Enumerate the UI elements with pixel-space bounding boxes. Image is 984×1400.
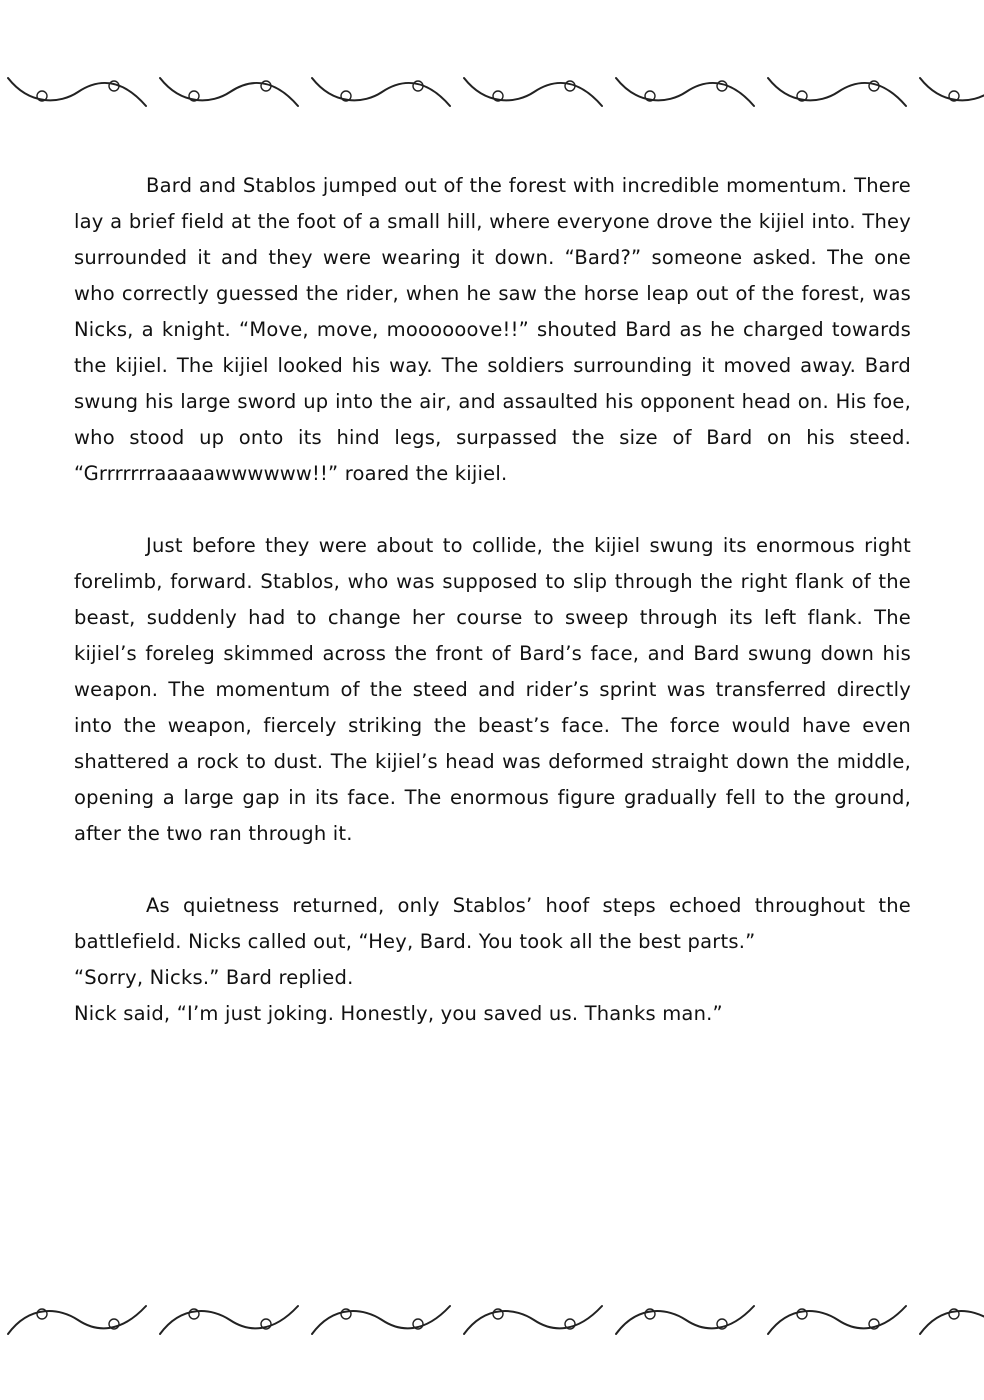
ornament-swirl (920, 1306, 984, 1334)
ornament-swirl (160, 78, 298, 106)
ornament-swirl (768, 1306, 906, 1334)
ornament-swirl (768, 78, 906, 106)
paragraph-2: Just before they were about to collide, the kijiel swung its enormous right forelimb, forward. Stablos, who was supposed to slip through the right flank of the beast, suddenly had to change her course to sweep through its left flank. The kijiel’s foreleg skimmed across the front of Bard’s face, and Bard swung down his weapon. The momentum of the steed and rider’s sprint was transferred directly into the weapon, fiercely striking the beast’s face. The force would have even shattered a rock to dust. The kijiel’s head was deformed straight down the middle, opening a large gap in its face. The enormous figure gradually fell to the ground, after the two ran through it. (74, 534, 911, 845)
top-decorative-border (0, 66, 984, 116)
ornament-swirl (8, 1306, 146, 1334)
paragraph-1: Bard and Stablos jumped out of the forest with incredible momentum. There lay a brief field at the foot of a small hill, where everyone drove the kijiel into. They surrounded it and they were wearing it down. “Bard?” someone asked. The one who correctly guessed the rider, when he saw the horse leap out of the forest, was Nicks, a knight. “Move, move, moooooove!!” shouted Bard as he charged towards the kijiel. The kijiel looked his way. The soldiers surrounding it moved away. Bard swung his large sword up into the air, and assaulted his opponent head on. His foe, who stood up onto its hind legs, surpassed the size of Bard on his steed. “Grrrrrrraaaaawwwwww!!” roared the kijiel. (74, 174, 911, 485)
dialogue-line-1: “Sorry, Nicks.” Bard replied. (74, 966, 354, 989)
ornament-swirl (8, 78, 146, 106)
ornament-curl (341, 1309, 351, 1319)
ornament-curl (645, 1309, 655, 1319)
ornament-swirl (616, 78, 754, 106)
ornament-swirl (312, 78, 450, 106)
ornament-swirl (464, 1306, 602, 1334)
ornament-swirl (312, 1306, 450, 1334)
ornament-curl (189, 1309, 199, 1319)
ornament-curl (949, 1309, 959, 1319)
bottom-decorative-border (0, 1294, 984, 1344)
ornament-swirl (160, 1306, 298, 1334)
dialogue-line-2: Nick said, “I’m just joking. Honestly, you saved us. Thanks man.” (74, 1002, 723, 1025)
ornament-curl (493, 1309, 503, 1319)
paragraph-3: As quietness returned, only Stablos’ hoof steps echoed throughout the battlefield. Nicks called out, “Hey, Bard. You took all the best parts.” (74, 894, 911, 953)
ornament-swirl (616, 1306, 754, 1334)
ornament-swirl (464, 78, 602, 106)
ornament-curl (37, 1309, 47, 1319)
ornament-curl (797, 1309, 807, 1319)
story-text (74, 168, 911, 1032)
